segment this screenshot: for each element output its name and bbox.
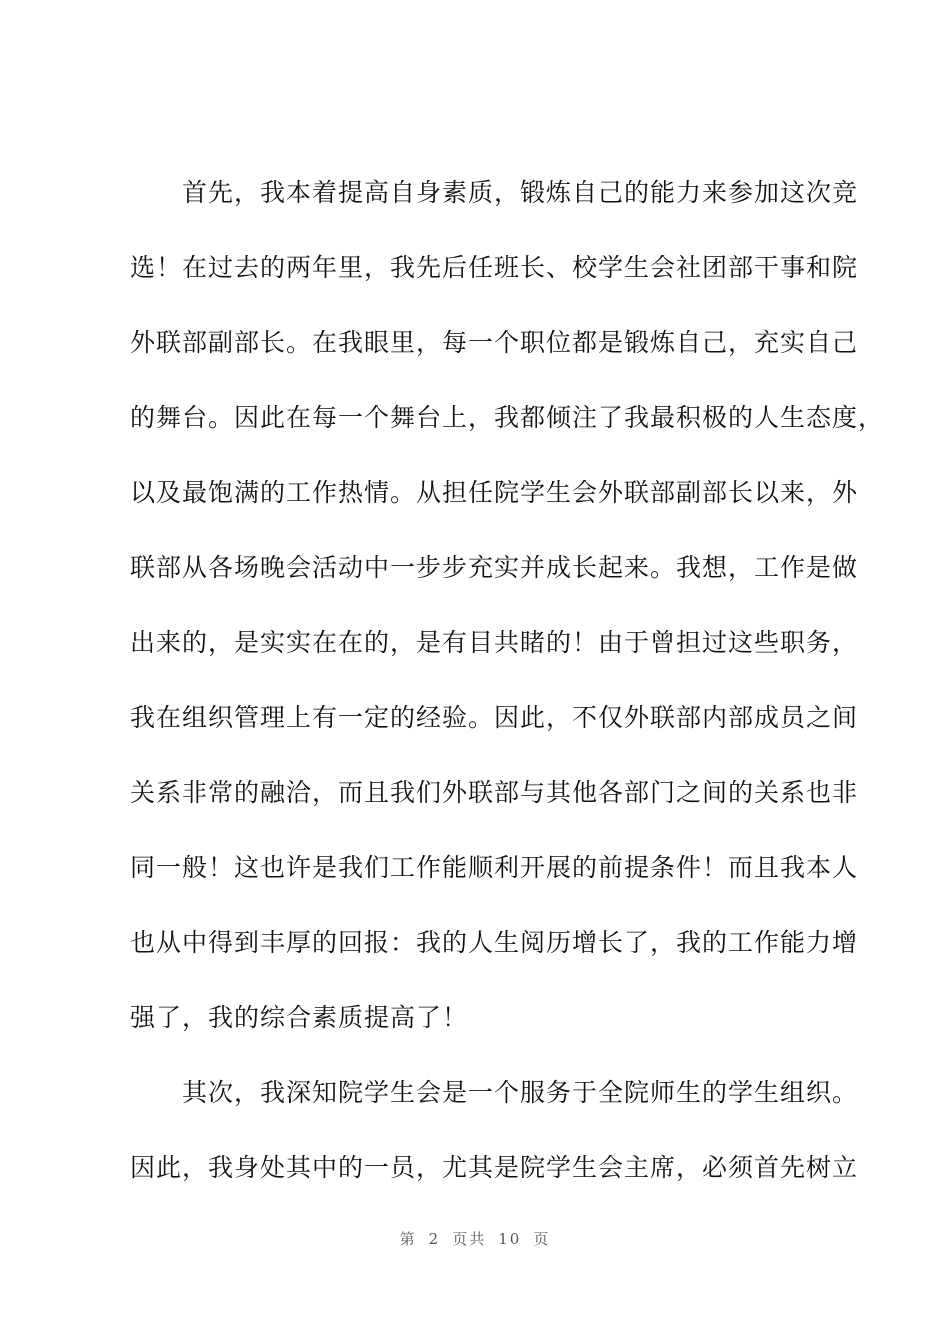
page-footer xyxy=(0,1228,950,1249)
text-line: 其次，我深知院学生会是一个服务于全院师生的学生组织。 xyxy=(130,1078,859,1107)
text-line: 同一般！这也许是我们工作能顺利开展的前提条件！而且我本人 xyxy=(130,853,859,882)
text-line: 外联部副部长。在我眼里，每一个职位都是锻炼自己，充实自己 xyxy=(130,328,859,357)
text-line: 也从中得到丰厚的回报：我的人生阅历增长了，我的工作能力增 xyxy=(130,928,859,957)
text-line: 我在组织管理上有一定的经验。因此，不仅外联部内部成员之间 xyxy=(130,703,859,732)
footer-middle: 页共 xyxy=(452,1230,487,1248)
text-line: 强了，我的综合素质提高了！ xyxy=(130,1003,469,1032)
text-line: 的舞台。因此在每一个舞台上，我都倾注了我最积极的人生态度， xyxy=(130,403,885,432)
text-line: 因此，我身处其中的一员，尤其是院学生会主席，必须首先树立 xyxy=(130,1153,859,1182)
footer-prefix: 第 xyxy=(399,1230,417,1248)
text-line: 选！在过去的两年里，我先后任班长、校学生会社团部干事和院 xyxy=(130,253,859,282)
text-line: 以及最饱满的工作热情。从担任院学生会外联部副部长以来，外 xyxy=(130,478,859,507)
total-pages-number: 10 xyxy=(498,1230,522,1248)
current-page-number: 2 xyxy=(428,1230,441,1248)
text-line: 联部从各场晚会活动中一步步充实并成长起来。我想，工作是做 xyxy=(130,553,859,582)
text-line: 首先，我本着提高自身素质，锻炼自己的能力来参加这次竞 xyxy=(130,178,859,207)
footer-suffix: 页 xyxy=(533,1230,551,1248)
text-line: 出来的，是实实在在的，是有目共睹的！由于曾担过这些职务， xyxy=(130,628,859,657)
text-line: 关系非常的融洽，而且我们外联部与其他各部门之间的关系也非 xyxy=(130,778,859,807)
